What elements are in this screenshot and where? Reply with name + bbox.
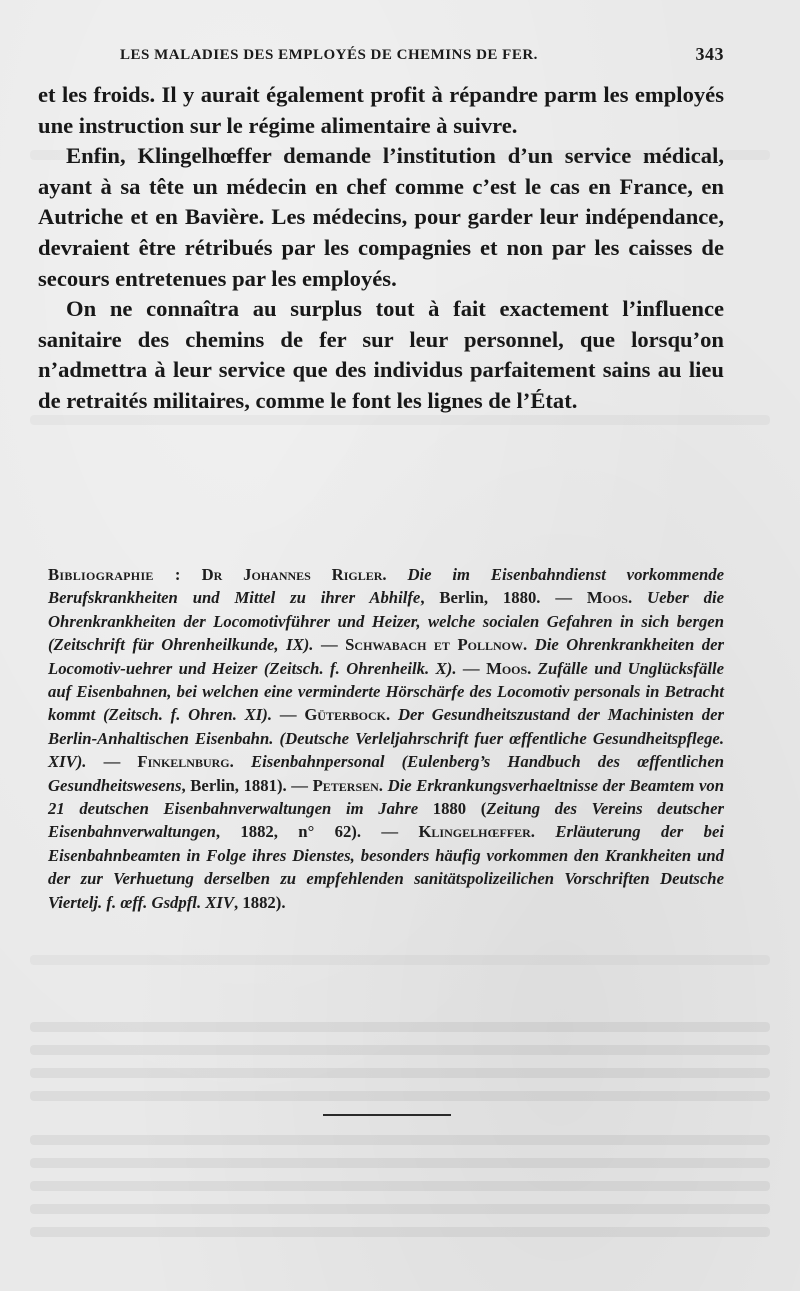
citation-text: , 1882). [234, 892, 286, 912]
bleed-through [30, 1158, 770, 1168]
author: Dr Johannes Rigler. [201, 565, 387, 584]
author: Moos. [486, 658, 532, 678]
bleed-through [30, 1091, 770, 1101]
citation-text: , Berlin, 1881). — [181, 775, 313, 795]
citation-text: — [313, 635, 346, 655]
work-title: Ueber die Ohrenkrankheiten der Locomotivführer und Heizer, welche socialen Gefahren in sich bergen (Zeitschrift für Ohrenheilkunde, IX). [48, 588, 724, 655]
author: Klingelhœffer. [418, 822, 535, 842]
work-title: Die im Eisenbahndienst vorkommende Berufskrankheiten und Mittel zu ihrer Abhilfe [48, 565, 725, 608]
citation-text: , Berlin, 1880. — [420, 588, 587, 608]
bleed-through [30, 1135, 770, 1145]
citation-text: — [272, 705, 305, 725]
bleed-through [30, 1045, 770, 1055]
bleed-through [30, 955, 770, 965]
author: Finkelnburg. [137, 752, 234, 772]
work-title: Eisenbahnpersonal (Eulenberg’s Handbuch des œffentlichen Gesundheitswesens [48, 752, 725, 795]
author: Petersen. [312, 775, 383, 795]
work-title: Die Ohrenkrankheiten der Locomotiv-uehrer und Heizer (Zeitsch. f. Ohrenheilk. X). [48, 635, 724, 678]
citation-text: — [86, 752, 138, 772]
footnote-rule [323, 1114, 451, 1116]
bleed-through [30, 1068, 770, 1078]
paragraph: et les froids. Il y aurait également profit à répandre parm les employés une instruction sur le régime alimentaire à suivre. [38, 82, 724, 138]
bleed-through [30, 1181, 770, 1191]
work-title: Die Erkrankungsverhaeltnisse der Beamtem von 21 deutschen Eisenbahnverwaltungen im Jahre [48, 775, 724, 819]
work-title: Erläuterung der bei Eisenbahnbeamten in Folge ihres Dienstes, besonders häufig vorkommen den Krankheiten und der zur Verhuetung derselben zu empfehlenden sanitätspolizeilichen Vorschriften Deutsche Viertelj. f. œff. Gsdpfl. XIV [48, 822, 725, 912]
bibliography [48, 563, 724, 914]
paragraph: On ne connaîtra au surplus tout à fait exactement l’influence sanitaire des chemins de fer sur leur personnel, que lorsqu’on n’admettra à leur service que des individus parfaitement sains au lieu de retraités militaires, comme le font les lignes de l’État. [38, 296, 724, 413]
bleed-through [30, 1204, 770, 1214]
work-title: Zeitung des Vereins deutscher Eisenbahnverwaltungen [48, 799, 724, 842]
work-title: Der Gesundheitszustand der Machinisten der Berlin-Anhaltischen Eisenbahn. (Deutsche Verleljahrschrift fuer œffentliche Gesundheitspflege. XIV). [48, 705, 725, 772]
citation-text: , 1882, n° 62). — [215, 822, 419, 842]
page-number: 343 [695, 44, 724, 64]
bleed-through [30, 1022, 770, 1032]
running-title: LES MALADIES DES EMPLOYÉS DE CHEMINS DE FER. [120, 47, 538, 63]
paragraph: Enfin, Klingelhœffer demande l’institution d’un service médical, ayant à sa tête un médecin en chef comme c’est le cas en France, en Autriche et en Bavière. Les médecins, pour garder leur indépendance, devraient être rétribués par les compagnies et non par les caisses de secours entretenues par les employés. [38, 143, 724, 291]
bibliography-label: Bibliographie : [48, 565, 181, 584]
citation-text: — [456, 658, 487, 678]
work-title: Zufälle und Unglücksfälle auf Eisenbahnen, bei welchen eine verminderte Hörschärfe des Locomotiv personals in Betracht kommt (Zeitsch. f. Ohren. XI). [48, 658, 725, 725]
main-text [38, 80, 724, 417]
author: Schwabach et Pollnow. [345, 635, 528, 655]
bleed-through [30, 1227, 770, 1237]
author: Güterbock. [304, 705, 391, 725]
citation-text: 1880 ( [418, 799, 487, 819]
author: Moos. [586, 588, 633, 608]
